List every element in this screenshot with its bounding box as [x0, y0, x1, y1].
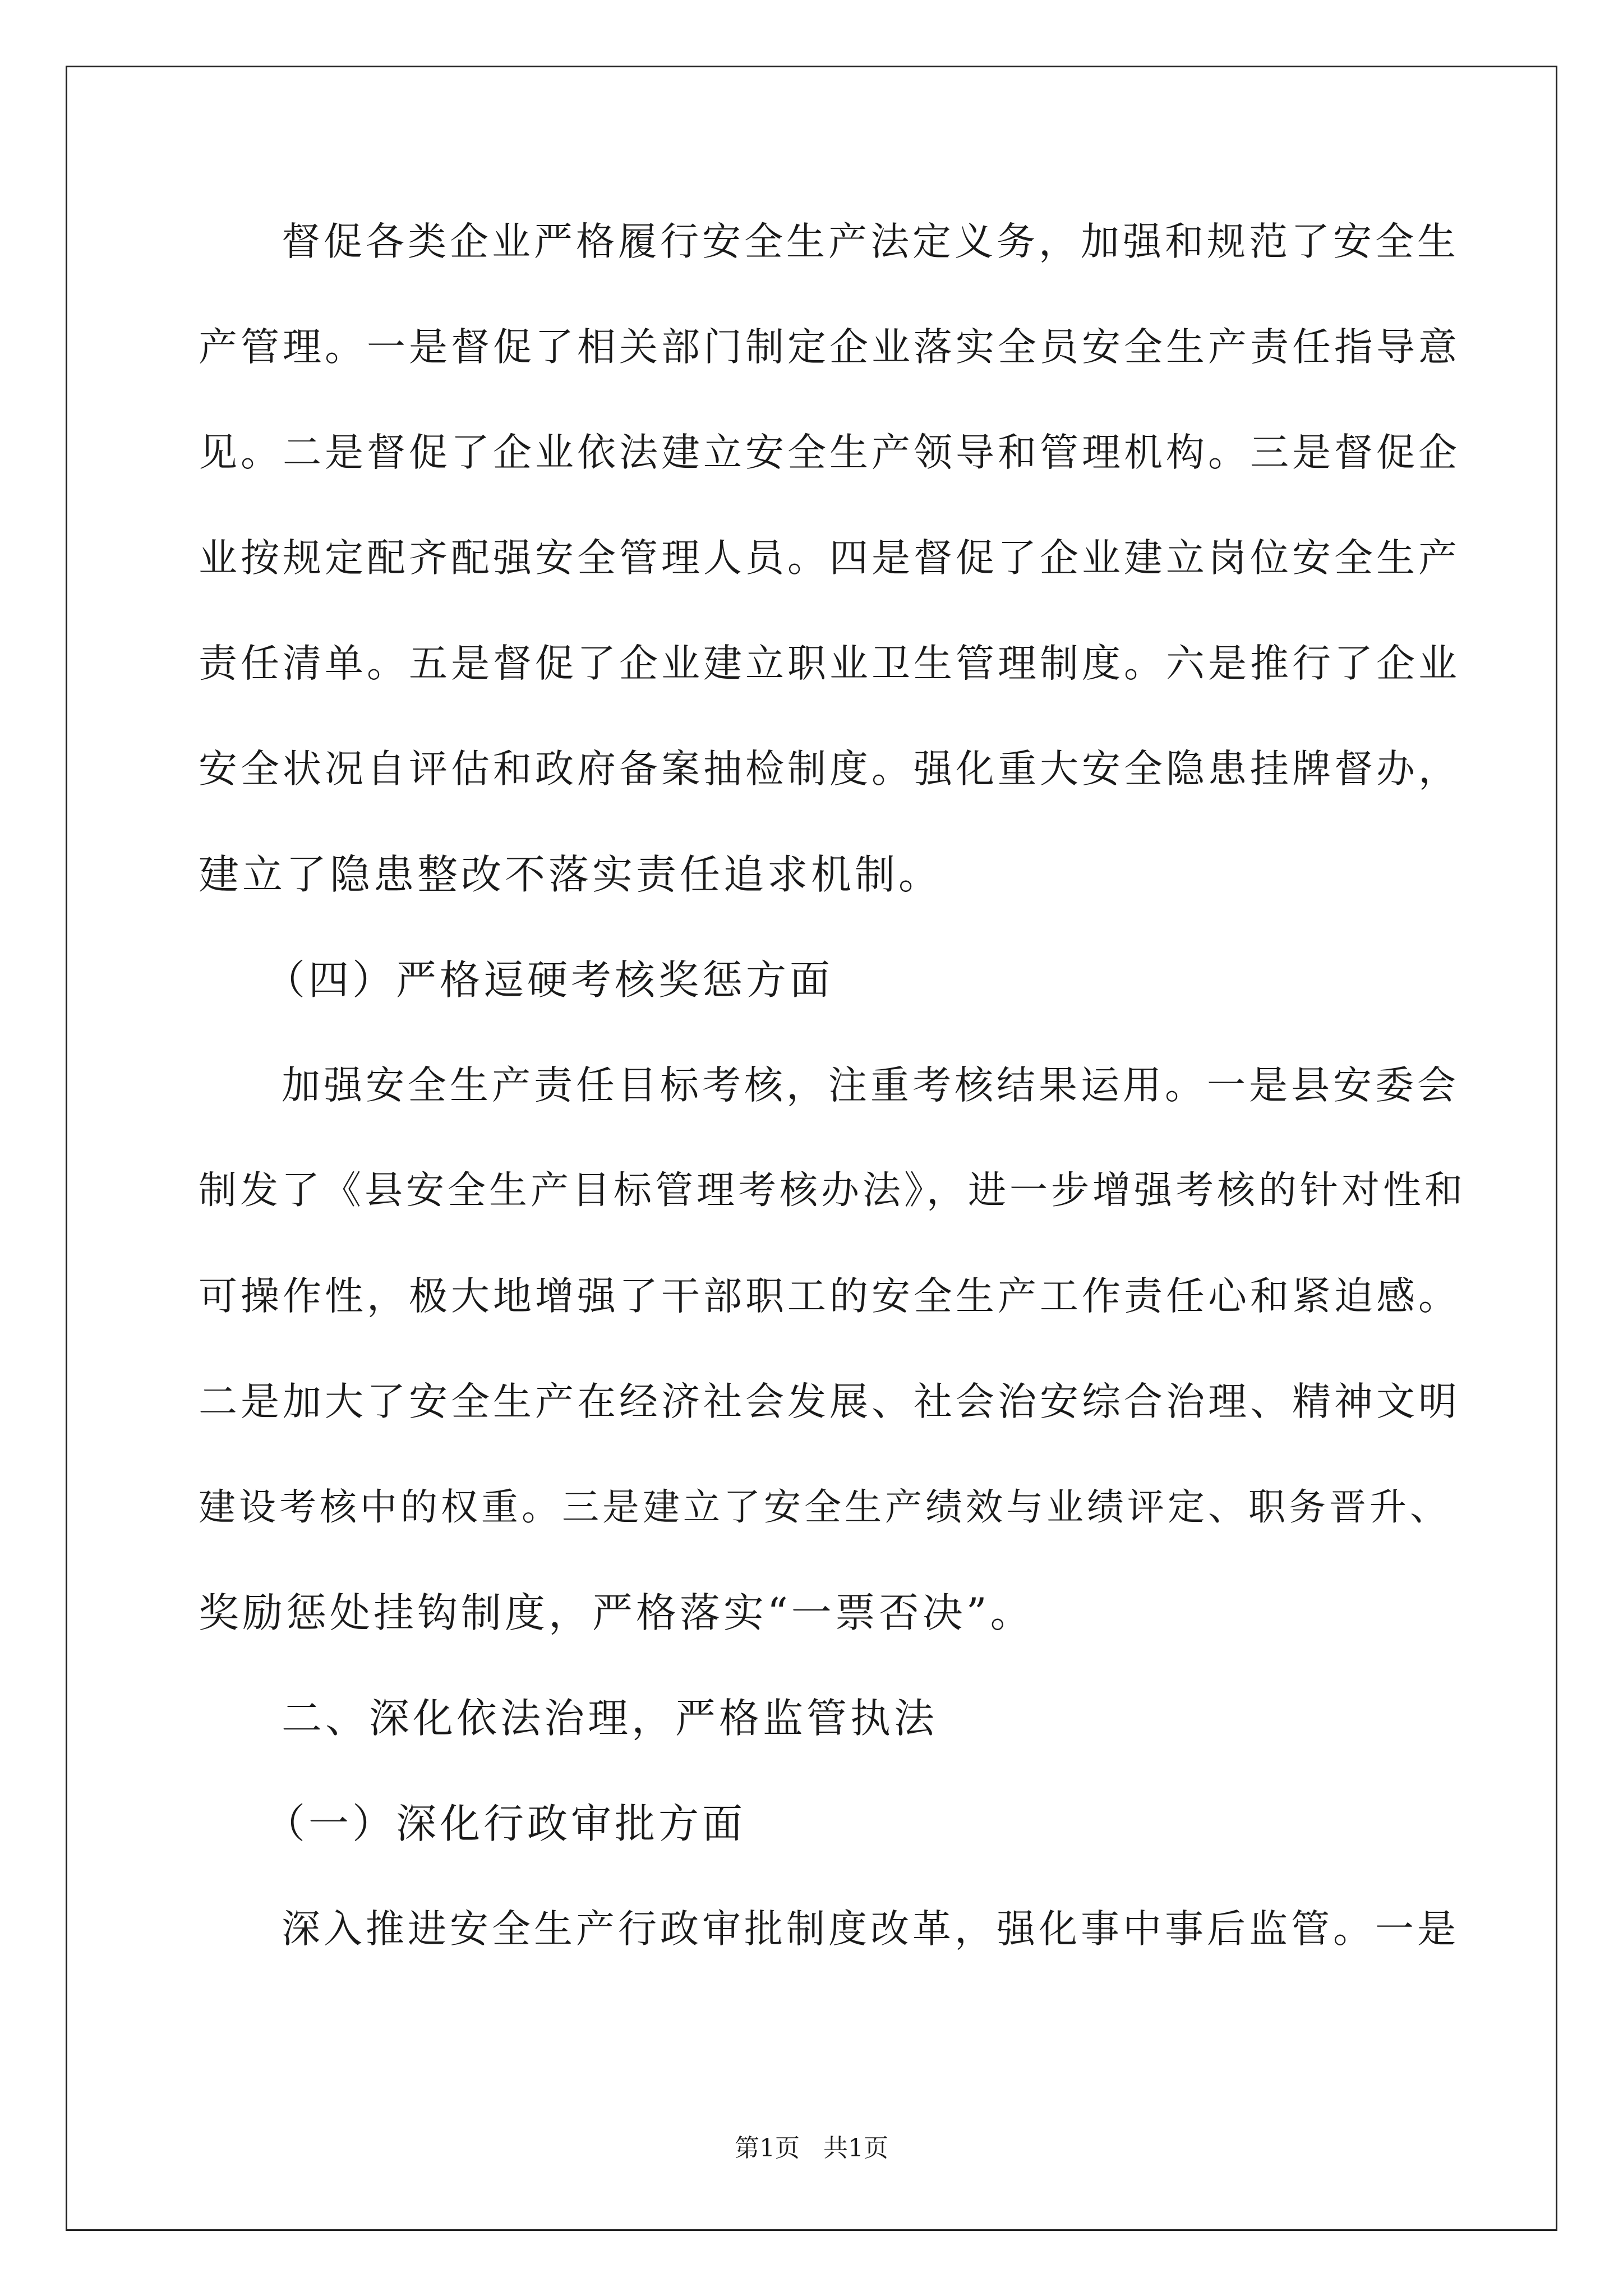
- paragraph-line: 安全状况自评估和政府备案抽检制度。强化重大安全隐患挂牌督办，: [199, 747, 1460, 792]
- paragraph-line: 督促各类企业严格履行安全生产法定义务，加强和规范了安全生: [282, 219, 1459, 264]
- paragraph-line: 建设考核中的权重。三是建立了安全生产绩效与业绩评定、职务晋升、: [199, 1485, 1450, 1529]
- paragraph-line: 奖励惩处挂钩制度，严格落实“一票否决”。: [199, 1589, 1034, 1636]
- paragraph-line: 业按规定配齐配强安全管理人员。四是督促了企业建立岗位安全生产: [199, 536, 1460, 581]
- paragraph-line: 二是加大了安全生产在经济社会发展、社会治安综合治理、精神文明: [199, 1379, 1460, 1424]
- paragraph-line: 建立了隐患整改不落实责任追求机制。: [199, 851, 943, 898]
- paragraph-line: 制发了《县安全生产目标管理考核办法》，进一步增强考核的针对性和: [199, 1168, 1467, 1213]
- paragraph-line: 可操作性，极大地增强了干部职工的安全生产工作责任心和紧迫感。: [199, 1274, 1460, 1319]
- paragraph-line: 见。二是督促了企业依法建立安全生产领导和管理机构。三是督促企: [199, 430, 1460, 475]
- section-heading: 二、深化依法治理，严格监管执法: [282, 1695, 938, 1742]
- paragraph-line: 深入推进安全生产行政审批制度改革，强化事中事后监管。一是: [282, 1907, 1459, 1952]
- section-heading: （四）严格逗硬考核奖惩方面: [265, 956, 834, 1004]
- paragraph-line: 责任清单。五是督促了企业建立职业卫生管理制度。六是推行了企业: [199, 641, 1460, 686]
- section-heading: （一）深化行政审批方面: [265, 1800, 746, 1847]
- paragraph-line: 加强安全生产责任目标考核，注重考核结果运用。一是县安委会: [282, 1063, 1459, 1108]
- paragraph-line: 产管理。一是督促了相关部门制定企业落实全员安全生产责任指导意: [199, 325, 1460, 370]
- page-footer: 第1页 共1页: [735, 2134, 888, 2162]
